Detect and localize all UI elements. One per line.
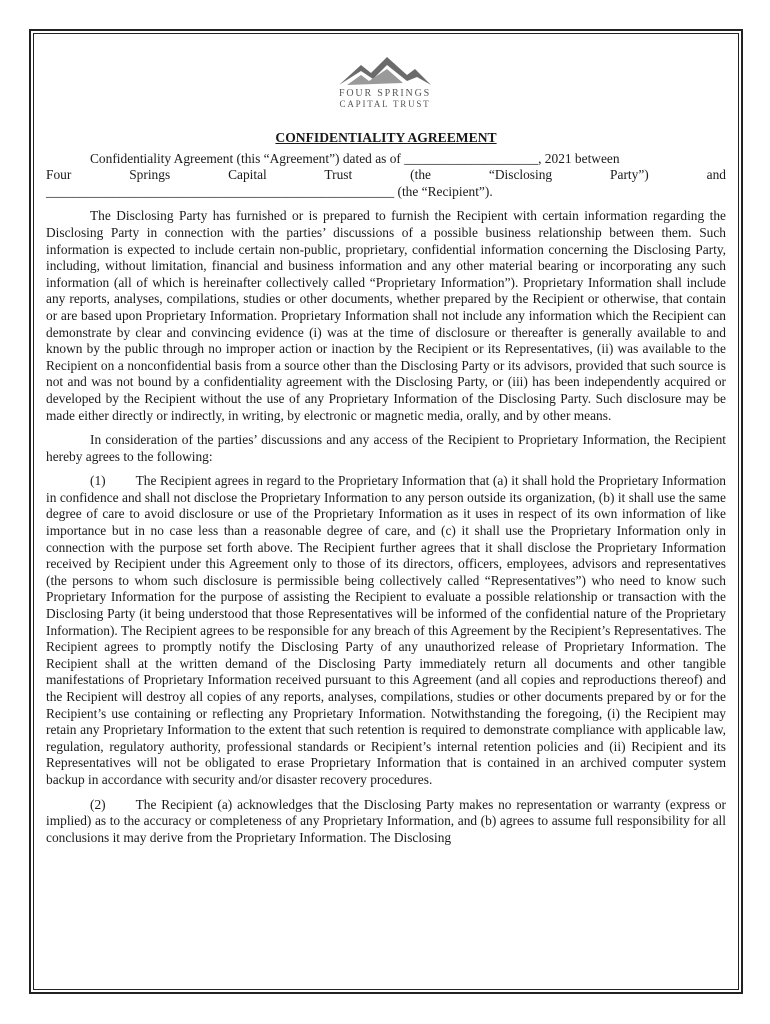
intro-line-1: Confidentiality Agreement (this “Agreement”) dated as of ____________________, 2021 between <box>90 150 620 166</box>
clause-1 <box>46 473 726 788</box>
document-title: CONFIDENTIALITY AGREEMENT <box>275 130 497 145</box>
mountain-logo-icon <box>337 55 433 87</box>
clause-2 <box>46 797 726 847</box>
intro-line-3: ____________________________________________________ (the “Recipient”). <box>46 183 493 199</box>
agreement-body <box>46 130 726 846</box>
logo-line-1: FOUR SPRINGS <box>339 88 431 99</box>
company-logo <box>330 55 440 115</box>
paragraph-proprietary-info: The Disclosing Party has furnished or is prepared to furnish the Recipient with certain information regarding the Disclosing Party in connection with the parties’ discussions of a possible business relationship between them. Such information is expected to include certain non-public, proprietary, confidential information concerning the Disclosing Party, including, without limitation, financial and business information and any other material bearing or incorporating any such information (all of which is hereinafter collectively called “Proprietary Information”). Proprietary Information shall include any reports, analyses, compilations, studies or other documents, whether prepared by the Recipient or otherwise, that contain or are based upon Proprietary Information. Proprietary Information shall not include any information which the Recipient can demonstrate by clear and convincing evidence (i) was at the time of disclosure or thereafter is generally available to and known by the public through no improper action or inaction by the Recipient or its Representatives, (ii) was available to the Recipient on a nonconfidential basis from a source other than the Disclosing Party or its advisors, provided that such source is not and was not bound by a confidentiality agreement with the Disclosing Party, or (iii) has been independently acquired or developed by the Recipient without the use of any Proprietary Information of the Disclosing Party. Such disclosure may be made either directly or indirectly, in writing, by electronic or magnetic media, orally, and by other means. <box>46 208 726 423</box>
clause-2-number: (2) <box>90 796 106 812</box>
paragraph-consideration: In consideration of the parties’ discussions and any access of the Recipient to Proprietary Information, the Recipient hereby agrees to the following: <box>46 432 726 464</box>
intro-line-2: Four Springs Capital Trust (the “Disclosing Party”) and <box>46 167 726 183</box>
clause-1-number: (1) <box>90 473 106 489</box>
clause-2-text: The Recipient (a) acknowledges that the Disclosing Party makes no representation or warranty (express or implied) as to the accuracy or completeness of any Proprietary Information, and (b) agrees to assume full responsibility for all conclusions it may derive from the Proprietary Information. The Disclosing <box>46 796 726 845</box>
clause-1-text: The Recipient agrees in regard to the Proprietary Information that (a) it shall hold the Proprietary Information in confidence and shall not disclose the Proprietary Information to any person outside its organization, (b) it shall use the same degree of care to avoid disclosure or use of the Proprietary Information as it uses in respect of its own information of like importance but in no case less than a reasonable degree of care, and (c) it shall use the Proprietary Information only in connection with the purpose set forth above. The Recipient further agrees that it shall disclose the Proprietary Information received by Recipient under this Agreement only to those of its directors, officers, employees, advisors and representatives (the persons to whom such disclosure is permissible being collectively called “Representatives”) who need to know such Proprietary Information for the purpose of assisting the Recipient to evaluate a possible relationship or transaction with the Disclosing Party (it being understood that those Representatives will be informed of the confidential nature of the Proprietary Information). The Recipient agrees to be responsible for any breach of this Agreement by the Recipient’s Representatives. The Recipient agrees to promptly notify the Disclosing Party of any unauthorized release of Proprietary Information. The Recipient shall at the written demand of the Disclosing Party immediately return all documents and other tangible manifestations of Proprietary Information received pursuant to this Agreement (and all copies and reproductions thereof) and the Recipient will destroy all copies of any reports, analyses, compilations, studies or other documents prepared by or for the Recipient’s use containing or reflecting any Proprietary Information. Notwithstanding the foregoing, (i) the Recipient may retain any Proprietary Information to the extent that such retention is required to demonstrate compliance with applicable law, regulation, regulatory authority, professional standards or Recipient’s internal retention policies and (ii) Recipient and its Representatives will not be obligated to erase Proprietary Information that is contained in an archived computer system backup in accordance with security and/or disaster recovery procedures. <box>46 473 726 787</box>
logo-line-2: CAPITAL TRUST <box>339 99 431 109</box>
